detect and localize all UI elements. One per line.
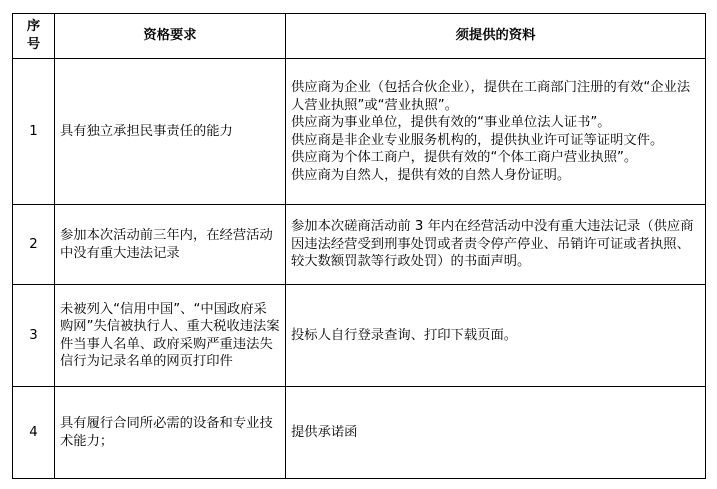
header-seq [13, 14, 55, 59]
material-line: 供应商为事业单位，提供有效的“事业单位法人证书”。 [291, 115, 611, 130]
requirement-cell: 具有独立承担民事责任的能力 [55, 59, 286, 205]
material-line: 供应商为企业（包括合伙企业），提供在工商部门注册的有效“企业法人营业执照”或“营业执照”。 [291, 80, 691, 113]
material-line: 参加本次磋商活动前 3 年内在经营活动中没有重大违法记录（供应商因违法经营受到刑事处罚或者责令停产停业、吊销许可证或者执照、较大数额罚款等行政处罚）的书面声明。 [291, 219, 694, 270]
materials-cell [286, 387, 706, 479]
material-line: 供应商为自然人，提供有效的自然人身份证明。 [291, 167, 571, 183]
header-qualification: 资格要求 [55, 14, 286, 59]
materials-cell [286, 59, 706, 205]
requirement-cell: 未被列入“信用中国”、“中国政府采购网”失信被执行人、重大税收违法案件当事人名单、政府采购严重违法失信行为记录名单的网页打印件 [55, 285, 286, 387]
material-line: 供应商为个体工商户，提供有效的“个体工商户营业执照”。 [291, 150, 638, 165]
material-line: 投标人自行登录查询、打印下载页面。 [291, 327, 518, 343]
requirement-cell: 参加本次活动前三年内，在经营活动中没有重大违法记录 [55, 205, 286, 285]
materials-cell [286, 205, 706, 285]
qualification-table [12, 13, 706, 479]
table-row [13, 205, 706, 285]
material-line: 供应商是非企业专业服务机构的，提供执业许可证等证明文件。 [291, 132, 664, 148]
table-row [13, 387, 706, 479]
requirement-cell: 具有履行合同所必需的设备和专业技术能力； [55, 387, 286, 479]
materials-cell [286, 285, 706, 387]
header-materials: 须提供的资料 [286, 14, 706, 59]
row-number: 2 [13, 205, 55, 285]
row-number: 3 [13, 285, 55, 387]
table-row [13, 285, 706, 387]
table-header-row [13, 14, 706, 59]
header-seq-line2: 号 [26, 37, 41, 52]
material-line: 提供承诺函 [291, 424, 358, 440]
row-number: 4 [13, 387, 55, 479]
header-seq-line1: 序 [26, 19, 41, 34]
row-number: 1 [13, 59, 55, 205]
table-row [13, 59, 706, 205]
